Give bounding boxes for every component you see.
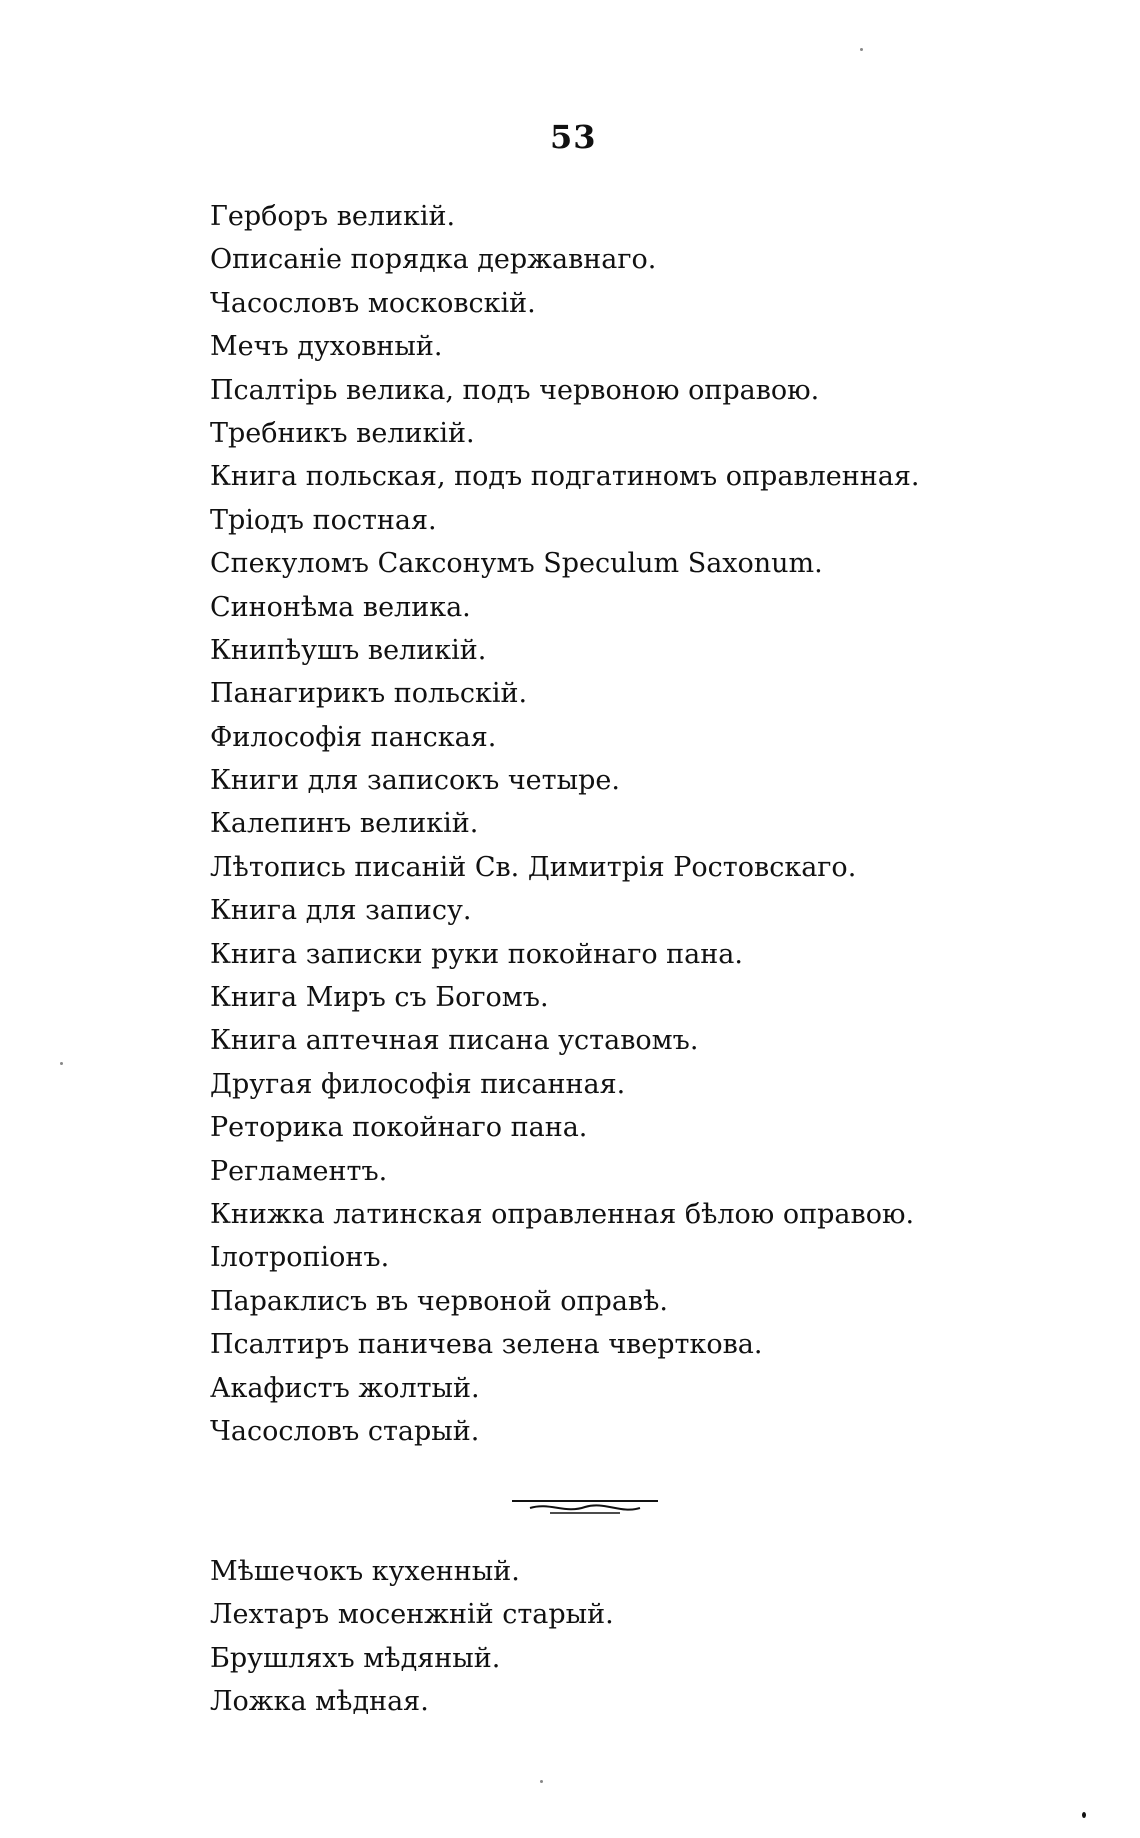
- print-speck: [860, 48, 863, 51]
- list-item: Книга польская, подъ подгатиномъ оправленная.: [210, 461, 920, 493]
- print-speck: [540, 1780, 543, 1783]
- list-item: Философiя панская.: [210, 721, 497, 753]
- list-item: Книги для записокъ четыре.: [210, 765, 620, 797]
- book-list: [210, 195, 919, 1453]
- list-item: Описанiе порядка державнаго.: [210, 244, 657, 276]
- page-number: 53: [550, 118, 597, 156]
- list-item: Псалтиръ паничева зелена чвертковa.: [210, 1329, 763, 1361]
- list-item: Регламентъ.: [210, 1155, 388, 1187]
- list-item: Панагирикъ польскiй.: [210, 678, 528, 710]
- list-item: Герборъ великiй.: [210, 201, 456, 232]
- list-item: Часословъ московскiй.: [210, 287, 536, 319]
- list-item: Спекуломъ Саксонумъ Speculum Saxonum.: [210, 548, 823, 580]
- list-item: Iлотропiонъ.: [210, 1242, 390, 1274]
- list-item: Реторика покойнаго пана.: [210, 1112, 588, 1144]
- print-speck: [1082, 1812, 1086, 1818]
- list-item: Книжка латинская оправленная бѣлою оправою.: [210, 1198, 915, 1230]
- list-item: Калепинъ великiй.: [210, 808, 479, 840]
- list-item: Ложка мѣдная.: [210, 1686, 429, 1718]
- list-item: Книга аптечная писана уставомъ.: [210, 1025, 699, 1057]
- list-item: Лѣтопись писанiй Св. Димитрiя Ростовскаго.: [210, 851, 857, 883]
- list-item: Псалтiрь велика, подъ червоною оправою.: [210, 374, 820, 406]
- ornamental-divider: [510, 1497, 660, 1515]
- list-item: Лехтаръ мосенжнiй старый.: [210, 1599, 614, 1631]
- list-item: Книга записки руки покойнаго пана.: [210, 938, 743, 970]
- list-item: Книпѣушъ великiй.: [210, 634, 487, 666]
- list-item: Мѣшечокъ кухенный.: [210, 1556, 520, 1587]
- list-item: Брушляхъ мѣдяный.: [210, 1642, 501, 1674]
- list-item: Книга Миръ съ Богомъ.: [210, 982, 549, 1014]
- list-item: Акафистъ жолтый.: [210, 1372, 480, 1404]
- list-item: Мечъ духовный.: [210, 331, 443, 363]
- print-speck: [60, 1062, 63, 1065]
- list-item: Часословъ старый.: [210, 1415, 480, 1447]
- list-item: Параклисъ въ червоной оправѣ.: [210, 1285, 668, 1317]
- list-item: Синонѣма велика.: [210, 591, 471, 623]
- list-item: Трiодъ постная.: [210, 504, 437, 536]
- list-item: Другая философiя писанная.: [210, 1068, 626, 1100]
- list-item: Требникъ великiй.: [210, 417, 475, 449]
- list-item: Книга для запису.: [210, 895, 472, 927]
- household-list: [210, 1550, 614, 1724]
